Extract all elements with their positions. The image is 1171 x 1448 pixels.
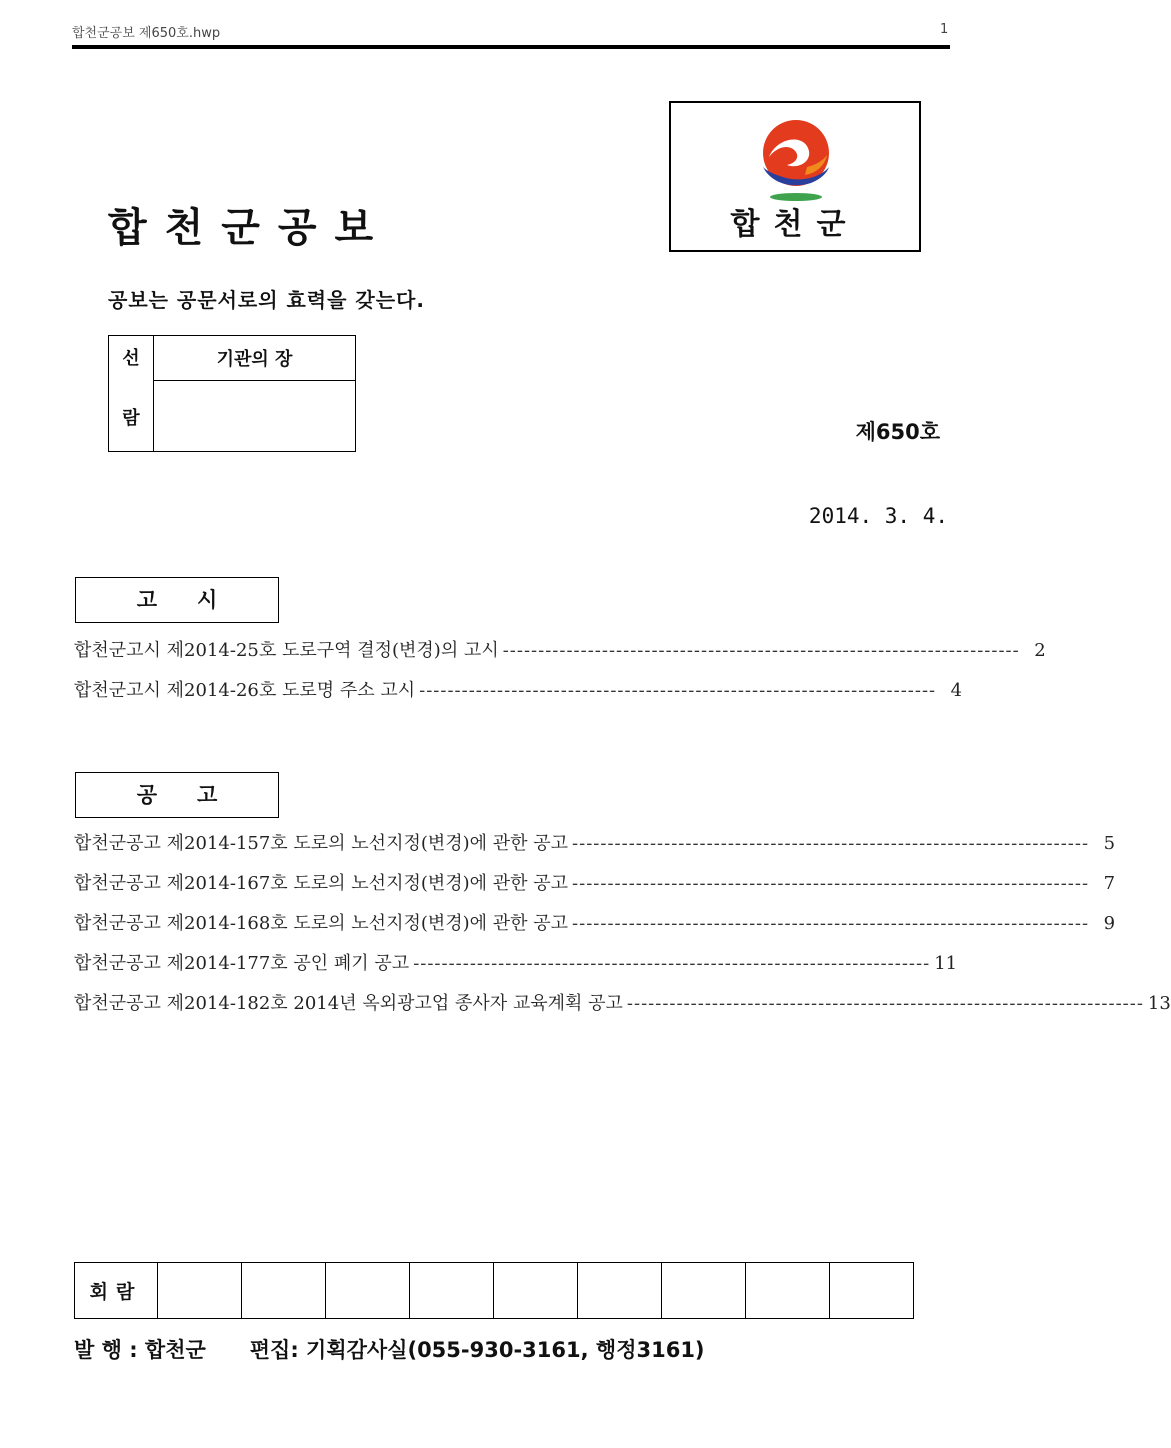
list-item[interactable] — [74, 949, 958, 989]
toc-entry-page: 11 — [934, 953, 958, 974]
toc-entry-title: 합천군고시 제2014-26호 도로명 주소 고시 — [74, 680, 416, 701]
announcement-list — [74, 829, 1171, 1029]
bulletin-title: 합천군공보 — [108, 205, 392, 251]
editor-info: 편집: 기획감사실(055-930-3161, 행정3161) — [249, 1338, 705, 1362]
circulation-signature-cell — [242, 1263, 326, 1319]
circulation-box — [74, 1262, 914, 1319]
toc-entry-title: 합천군공고 제2014-182호 2014년 옥외광고업 종사자 교육계획 공고 — [74, 993, 623, 1014]
list-item[interactable] — [74, 869, 1116, 909]
toc-leader: ------------------------------------------------------------------------- — [419, 680, 937, 701]
toc-entry-page: 13 — [1147, 993, 1171, 1014]
toc-leader: ------------------------------------------------------------------------- — [502, 640, 1020, 661]
list-item[interactable] — [74, 909, 1116, 949]
toc-leader: ------------------------------------------------------------------------- — [572, 913, 1090, 934]
document-filename: 합천군공보 제650호.hwp — [72, 26, 221, 41]
notice-list — [74, 636, 1046, 716]
bulletin-subtitle: 공보는 공문서로의 효력을 갖는다. — [108, 288, 425, 312]
toc-leader: ------------------------------------------------------------------------- — [572, 833, 1090, 854]
circulation-signature-cell — [410, 1263, 494, 1319]
review-side-label-bottom: 람 — [122, 408, 140, 429]
circulation-signature-cell — [326, 1263, 410, 1319]
toc-entry-page: 2 — [1034, 640, 1046, 661]
review-signature-cell — [154, 381, 356, 452]
review-header: 기관의 장 — [154, 336, 356, 381]
toc-leader: ------------------------------------------------------------------------- — [626, 993, 1144, 1014]
county-logo — [669, 101, 921, 252]
circulation-signature-cell — [494, 1263, 578, 1319]
circulation-signature-cell — [746, 1263, 830, 1319]
toc-leader: ------------------------------------------------------------------------- — [572, 873, 1090, 894]
header-rule — [72, 45, 950, 49]
list-item[interactable] — [74, 829, 1116, 869]
toc-entry-page: 7 — [1103, 873, 1116, 894]
page-number: 1 — [940, 22, 949, 37]
list-item[interactable] — [74, 989, 1171, 1029]
review-side-label-top: 선 — [122, 348, 140, 369]
circulation-signature-cell — [830, 1263, 914, 1319]
toc-entry-title: 합천군공고 제2014-157호 도로의 노선지정(변경)에 관한 공고 — [74, 833, 569, 854]
circulation-signature-cell — [662, 1263, 746, 1319]
toc-entry-page: 5 — [1103, 833, 1116, 854]
issue-number: 제650호 — [855, 420, 940, 444]
issue-date: 2014. 3. 4. — [808, 504, 948, 528]
circulation-signature-cell — [578, 1263, 662, 1319]
section-heading-announcement: 공고 — [75, 772, 279, 818]
toc-entry-title: 합천군고시 제2014-25호 도로구역 결정(변경)의 고시 — [74, 640, 499, 661]
circulation-label: 회람 — [75, 1263, 158, 1319]
logo-text: 합천군 — [730, 207, 860, 242]
list-item[interactable] — [74, 676, 963, 716]
county-emblem-icon — [757, 117, 835, 203]
circulation-signature-cell — [158, 1263, 242, 1319]
review-box — [108, 335, 356, 452]
publication-footer — [74, 1334, 705, 1364]
section-heading-notice: 고시 — [75, 577, 279, 623]
toc-leader: ------------------------------------------------------------------------- — [413, 953, 931, 974]
toc-entry-page: 9 — [1103, 913, 1116, 934]
toc-entry-title: 합천군공고 제2014-167호 도로의 노선지정(변경)에 관한 공고 — [74, 873, 569, 894]
toc-entry-title: 합천군공고 제2014-177호 공인 폐기 공고 — [74, 953, 410, 974]
list-item[interactable] — [74, 636, 1046, 676]
toc-entry-page: 4 — [950, 680, 963, 701]
toc-entry-title: 합천군공고 제2014-168호 도로의 노선지정(변경)에 관한 공고 — [74, 913, 569, 934]
publisher-info: 발 행 : 합천군 — [74, 1338, 206, 1362]
review-side-label — [109, 336, 154, 452]
